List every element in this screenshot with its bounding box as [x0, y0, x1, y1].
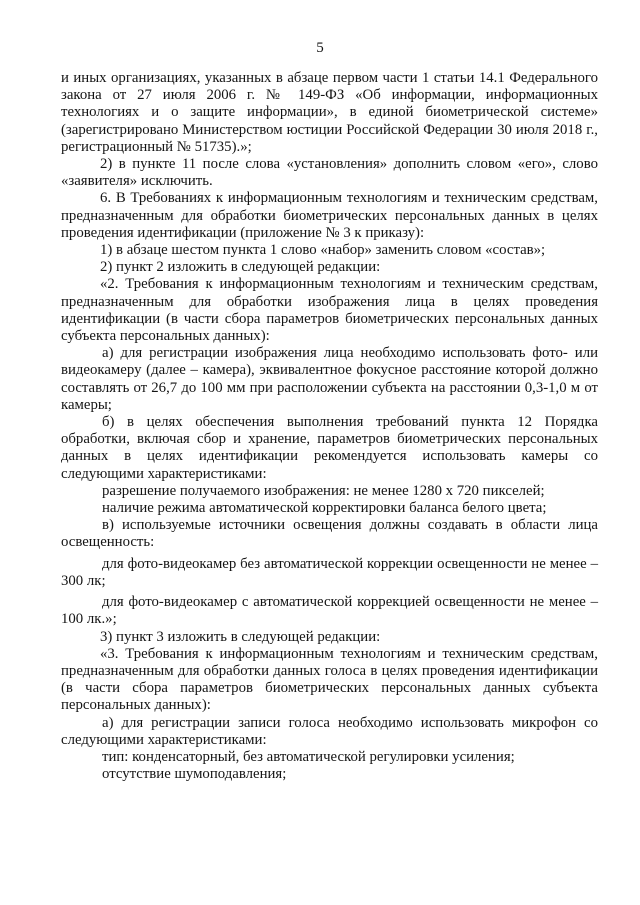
- paragraph: 2) в пункте 11 после слова «установления» дополнить словом «его», слово «заявителя» исключить.: [61, 156, 598, 190]
- paragraph: разрешение получаемого изображения: не менее 1280 x 720 пикселей;: [102, 482, 545, 499]
- paragraph: 3) пункт 3 изложить в следующей редакции:: [100, 628, 381, 645]
- page-number: 5: [316, 40, 324, 56]
- paragraph: тип: конденсаторный, без автоматической регулировки усиления;: [102, 748, 515, 765]
- paragraph: 2) пункт 2 изложить в следующей редакции:: [100, 259, 381, 276]
- paragraph: а) для регистрации изображения лица необходимо использовать фото- или видеокамеру (далее – камера), эквивалентное фокусное расстояние которой должно составлять от 26,7 до 100 мм при расположении субъекта на расстоянии 0,3-1,0 м от камеры;: [61, 345, 598, 413]
- paragraph: наличие режима автоматической корректировки баланса белого цвета;: [102, 500, 547, 517]
- paragraph: 6. В Требованиях к информационным технологиям и техническим средствам, предназначенным для обработки биометрических персональных данных в целях проведения идентификации (приложение № 3 к приказу):: [61, 190, 598, 241]
- paragraph: в) используемые источники освещения должны создавать в области лица освещенность:: [61, 517, 598, 551]
- paragraph: для фото-видеокамер с автоматической коррекцией освещенности не менее – 100 лк.»;: [61, 594, 598, 628]
- document-body: [61, 70, 598, 783]
- paragraph: «3. Требования к информационным технологиям и техническим средствам, предназначенным для обработки данных голоса в целях проведения идентификации (в части сбора параметров биометрических персональных данных субъекта персональных данных):: [61, 645, 598, 714]
- paragraph: и иных организациях, указанных в абзаце первом части 1 статьи 14.1 Федерального закона от 27 июля 2006 г. № 149-ФЗ «Об информации, информационных технологиях и о защите информации», в единой биометрической системе» (зарегистрировано Министерством юстиции Российской Федерации 30 июля 2018 г., регистрационный № 51735).»;: [61, 70, 598, 155]
- paragraph: а) для регистрации записи голоса необходимо использовать микрофон со следующими характеристиками:: [61, 714, 598, 748]
- paragraph: для фото-видеокамер без автоматической коррекции освещенности не менее – 300 лк;: [61, 555, 598, 589]
- paragraph: отсутствие шумоподавления;: [102, 766, 287, 783]
- paragraph: б) в целях обеспечения выполнения требований пункта 12 Порядка обработки, включая сбор и хранение, параметров биометрических персональных данных в целях идентификации рекомендуется использовать камеры со следующими характеристиками:: [61, 414, 598, 482]
- paragraph: «2. Требования к информационным технологиям и техническим средствам, предназначенным для обработки изображения лица в целях проведения идентификации (в части сбора параметров биометрических персональных данных субъекта персональных данных):: [61, 276, 598, 345]
- paragraph: 1) в абзаце шестом пункта 1 слово «набор» заменить словом «состав»;: [100, 242, 546, 259]
